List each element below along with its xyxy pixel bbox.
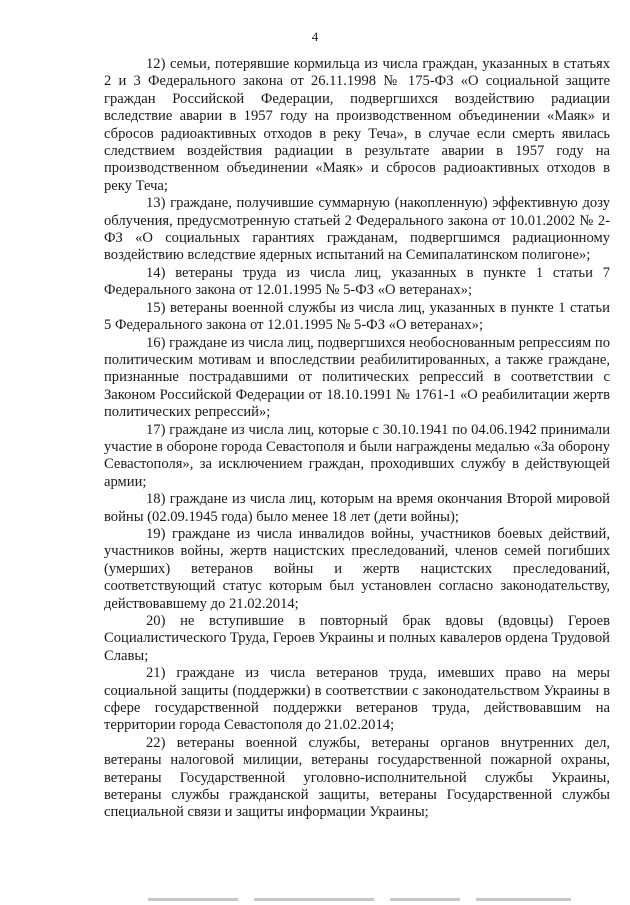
list-item-22: 22) ветераны военной службы, ветераны органов внутренних дел, ветераны налоговой милиции, ветераны государственной пожарной охраны, ветераны Государственной уголовно-исполнительной службы Украины, ветераны службы гражданской защиты, ветераны Государственной службы специальной связи и защиты информации Украины; bbox=[104, 734, 610, 821]
list-item-17: 17) граждане из числа лиц, которые с 30.10.1941 по 04.06.1942 принимали участие в обороне города Севастополя и были награждены медалью «За оборону Севастополя», за исключением граждан, проходивших службу в действующей армии; bbox=[104, 421, 610, 490]
cut-off-text-fragment bbox=[148, 898, 238, 901]
list-item-13: 13) граждане, получившие суммарную (накопленную) эффективную дозу облучения, предусмотренную статьей 2 Федерального закона от 10.01.2002 № 2-ФЗ «О социальных гарантиях гражданам, подвергшимся радиационному воздействию вследствие ядерных испытаний на Семипалатинском полигоне»; bbox=[104, 195, 610, 264]
list-item-18: 18) граждане из числа лиц, которым на время окончания Второй мировой войны (02.09.1945 года) было менее 18 лет (дети войны); bbox=[104, 491, 610, 525]
list-item-14: 14) ветераны труда из числа лиц, указанных в пункте 1 статьи 7 Федерального закона от 12.01.1995 № 5-ФЗ «О ветеранах»; bbox=[104, 264, 610, 299]
list-item-21: 21) граждане из числа ветеранов труда, имевших право на меры социальной защиты (поддержки) в соответствии с законодательством Украины в сфере государственной поддержки ветеранов труда, действовавшим на территории города Севастополя до 21.02.2014; bbox=[104, 665, 610, 734]
list-item-16: 16) граждане из числа лиц, подвергшихся необоснованным репрессиям по политическим мотивам и впоследствии реабилитированных, а также граждане, признанные пострадавшими от политических репрессий в соответствии с Законом Российской Федерации от 18.10.1991 № 1761-1 «О реабилитации жертв политических репрессий»; bbox=[104, 334, 610, 421]
list-item-19: 19) граждане из числа инвалидов войны, участников боевых действий, участников войны, жертв нацистских преследований, членов семей погибших (умерших) ветеранов войны и жертв нацистских преследований, соответствующий статус которым был установлен согласно законодательству, действовавшему до 21.02.2014; bbox=[104, 525, 610, 612]
document-body bbox=[104, 56, 610, 822]
list-item-20: 20) не вступившие в повторный брак вдовы (вдовцы) Героев Социалистического Труда, Героев Украины и полных кавалеров ордена Трудовой Славы; bbox=[104, 613, 610, 664]
cut-off-next-line bbox=[104, 888, 610, 905]
list-item-15: 15) ветераны военной службы из числа лиц, указанных в пункте 1 статьи 5 Федерального закона от 12.01.1995 № 5-ФЗ «О ветеранах»; bbox=[104, 299, 610, 334]
list-item-12: 12) семьи, потерявшие кормильца из числа граждан, указанных в статьях 2 и 3 Федерального закона от 26.11.1998 № 175-ФЗ «О социальной защите граждан Российской Федерации, подвергшихся воздействию радиации вследствие аварии в 1957 году на производственном объединении «Маяк» и сбросов радиоактивных отходов в реку Теча», в случае если смерть явилась следствием воздействия радиации в результате аварии в 1957 году на производственном объединении «Маяк» и сбросов радиоактивных отходов в реку Теча; bbox=[104, 56, 610, 194]
cut-off-text-fragment bbox=[254, 898, 374, 901]
cut-off-text-fragment bbox=[476, 898, 571, 901]
page-number: 4 bbox=[311, 29, 319, 44]
cut-off-text-fragment bbox=[390, 898, 460, 901]
